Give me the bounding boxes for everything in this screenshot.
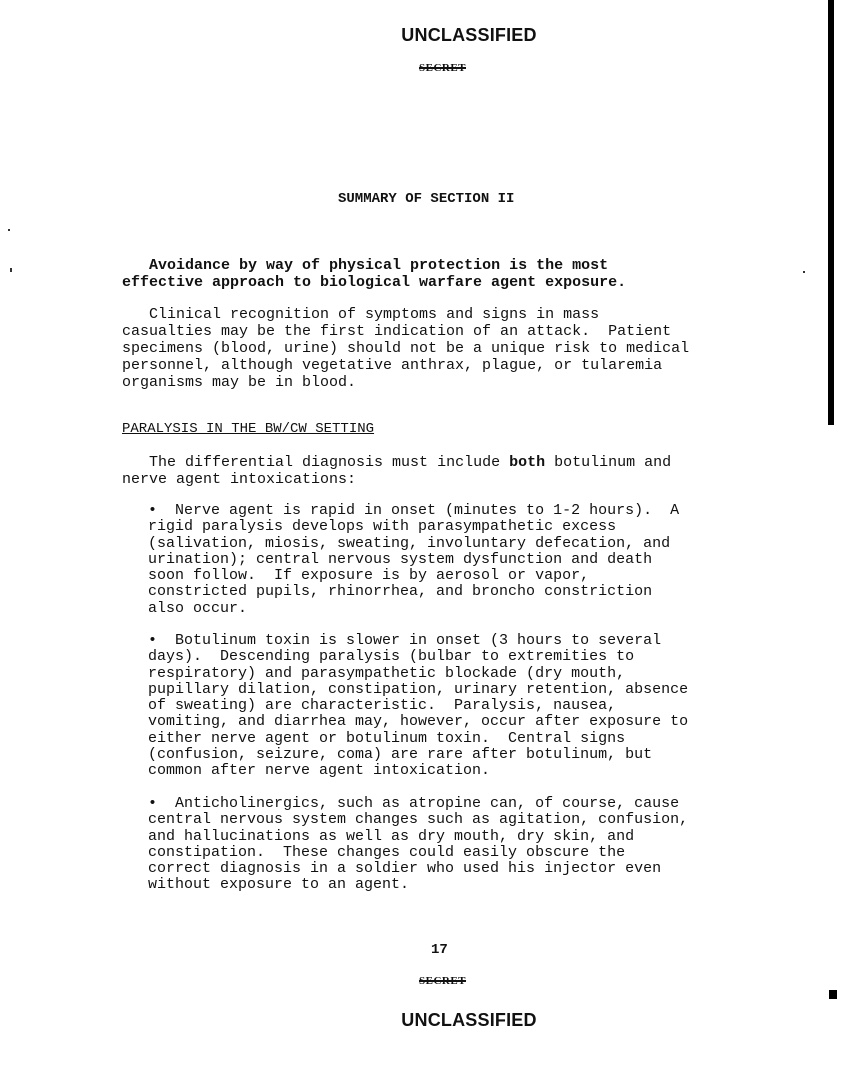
- classification-banner-top: UNCLASSIFIED: [401, 25, 537, 45]
- bullet-botulinum: • Botulinum toxin is slower in onset (3 hours to several days). Descending paralysis (bulbar to extremities to respiratory) and parasympathetic blockade (dry mouth, pupillary dilation, constipation, urinary retention, absence of sweating) are characteristic. Paralysis, nausea, vomiting, and diarrhea may, however, occur after exposure to either nerve agent or botulinum toxin. Central signs (confusion, seizure, coma) are rare after botulinum, but common after nerve agent intoxication.: [148, 632, 689, 780]
- intro-line-1: Avoidance by way of physical protection is the most: [122, 257, 609, 274]
- struck-classification-top: SECRET: [418, 62, 467, 74]
- clinical-paragraph: Clinical recognition of symptoms and signs in mass casualties may be the first indication of an attack. Patient specimens (blood, urine) should not be a unique risk to medical personnel, although vegetative anthrax, plague, or tularemia organisms may be in blood.: [122, 306, 690, 391]
- differential-emphasis: both: [509, 454, 546, 471]
- intro-line-2: effective approach to biological warfare agent exposure.: [122, 274, 627, 291]
- page-number: 17: [431, 942, 448, 958]
- margin-bar: [828, 0, 834, 425]
- differential-before: The differential diagnosis must include: [122, 454, 510, 471]
- section-summary-heading: SUMMARY OF SECTION II: [338, 191, 515, 207]
- scan-speck: [10, 268, 12, 272]
- bullet-nerve-agent: • Nerve agent is rapid in onset (minutes to 1-2 hours). A rigid paralysis develops with parasympathetic excess (salivation, miosis, sweating, involuntary defecation, and urination); central nervous system dysfunction and death soon follow. If exposure is by aerosol or vapor, constricted pupils, rhinorrhea, and broncho constriction also occur.: [148, 502, 680, 617]
- struck-classification-bottom: SECRET: [418, 975, 467, 987]
- differential-after: botulinum and nerve agent intoxications:: [122, 454, 672, 488]
- paralysis-section-heading: PARALYSIS IN THE BW/CW SETTING: [122, 421, 375, 437]
- intro-paragraph: [122, 257, 772, 291]
- classification-banner-bottom: UNCLASSIFIED: [401, 1010, 537, 1030]
- differential-paragraph: [122, 454, 772, 488]
- bullet-anticholinergics: • Anticholinergics, such as atropine can, of course, cause central nervous system changes such as agitation, confusion, and hallucinations as well as dry mouth, dry skin, and constipation. These changes could easily obscure the correct diagnosis in a soldier who used his injector even without exposure to an agent.: [148, 795, 689, 894]
- scan-speck: [8, 229, 10, 231]
- scan-mark: [829, 990, 837, 999]
- scan-speck: [803, 271, 805, 273]
